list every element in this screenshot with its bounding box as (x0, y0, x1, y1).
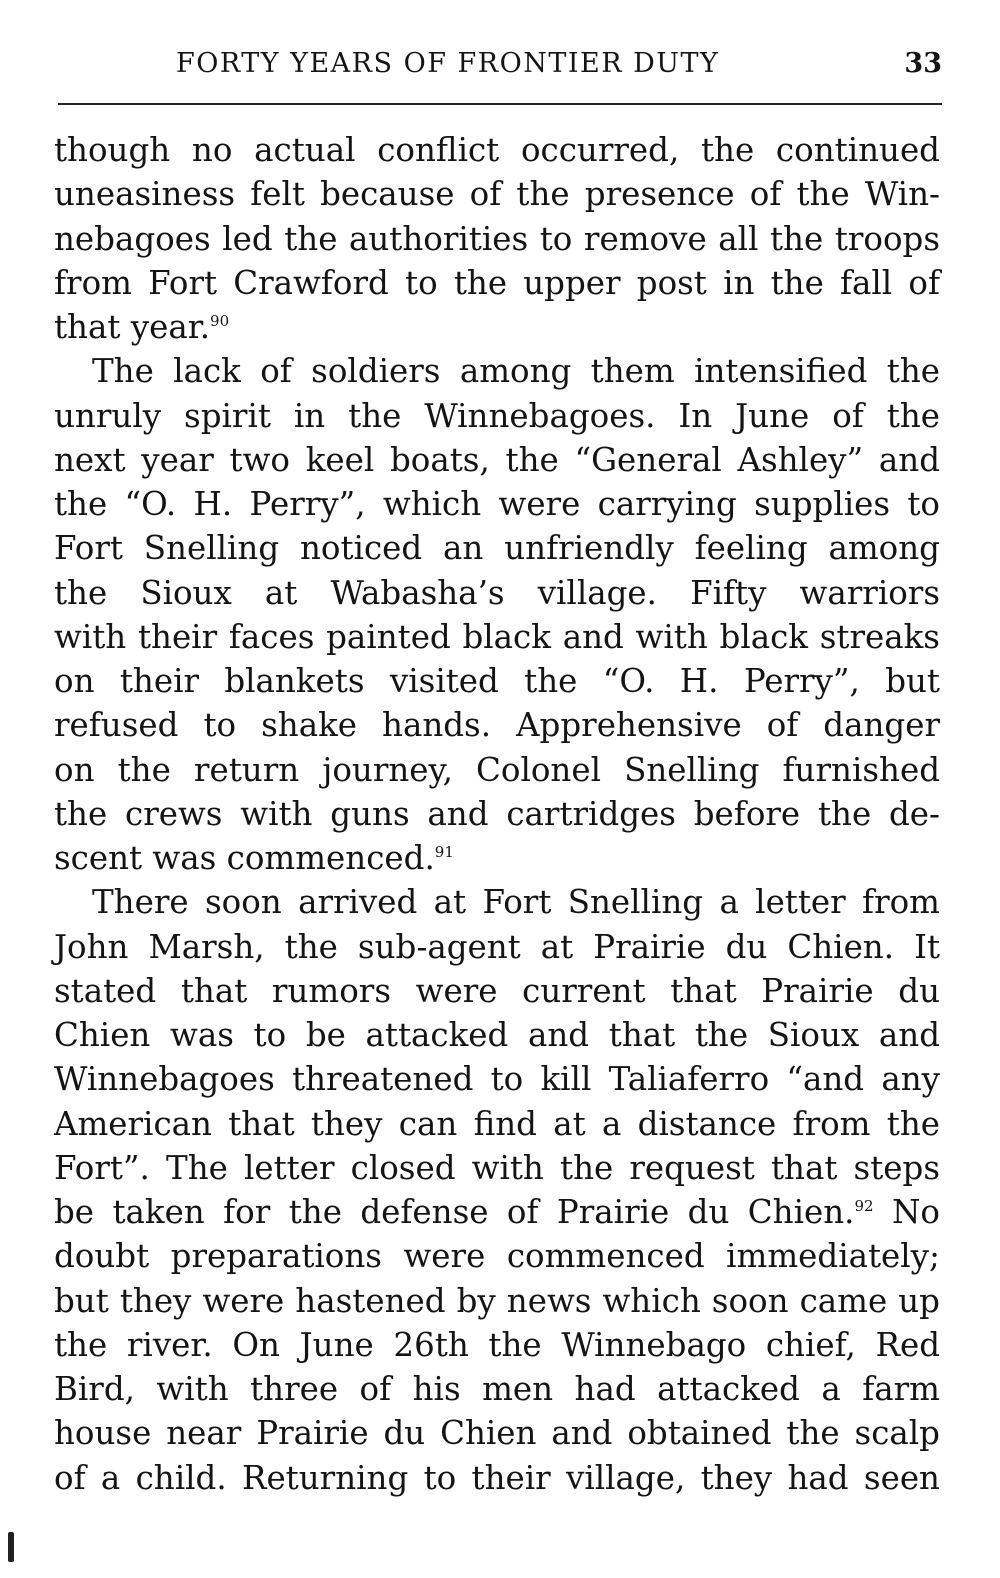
text-line: John Marsh, the sub-agent at Prairie du Chien. It (54, 927, 940, 966)
text-line: scent was commenced.$^{91}$ (54, 839, 454, 877)
text-line: Chien was to be attacked and that the Sioux and (54, 1016, 940, 1054)
text-line: nebagoes led the authorities to remove all the troops (54, 219, 940, 258)
running-title: FORTY YEARS OF FRONTIER DUTY (176, 48, 720, 79)
text-line: Fort Snelling noticed an unfriendly feeling among (54, 529, 940, 568)
text-line: There soon arrived at Fort Snelling a letter from (92, 883, 940, 922)
text-line: Fort”. The letter closed with the request that steps (54, 1148, 940, 1187)
text-line: uneasiness felt because of the presence of the Win- (54, 175, 940, 214)
text-line: the crews with guns and cartridges before the de- (54, 794, 940, 833)
text-line: on the return journey, Colonel Snelling furnished (54, 750, 940, 789)
text-line: unruly spirit in the Winnebagoes. In June of the (54, 396, 940, 435)
text-line: doubt preparations were commenced immediately; (54, 1237, 940, 1276)
scan-speck (8, 1532, 14, 1562)
running-head (56, 48, 942, 92)
text-line: refused to shake hands. Apprehensive of danger (54, 706, 940, 745)
text-line: of a child. Returning to their village, they had seen (54, 1458, 940, 1497)
text-line: on their blankets visited the “O. H. Perry”, but (54, 662, 940, 700)
text-line: that year.$^{90}$ (54, 308, 230, 346)
text-line: Bird, with three of his men had attacked a farm (54, 1370, 940, 1408)
text-line: next year two keel boats, the “General Ashley” and (54, 440, 940, 479)
text-line: The lack of soldiers among them intensified the (92, 352, 940, 391)
text-line: stated that rumors were current that Prairie du (54, 971, 940, 1010)
text-line: though no actual conflict occurred, the continued (54, 131, 940, 169)
text-line: house near Prairie du Chien and obtained the scalp (54, 1414, 940, 1453)
text-line: the river. On June 26th the Winnebago chief, Red (54, 1325, 940, 1364)
footnote-marker: 92 (854, 1197, 874, 1215)
text-line: but they were hastened by news which soon came up (54, 1281, 940, 1320)
body-text (54, 128, 940, 1500)
text-line: be taken for the defense of Prairie du Chien.$^{92}$ No (54, 1193, 940, 1231)
text-line: American that they can find at a distance from the (54, 1104, 940, 1143)
page-number: 33 (904, 48, 942, 79)
text-line: with their faces painted black and with black streaks (54, 617, 940, 656)
text-line: from Fort Crawford to the upper post in the fall of (54, 263, 940, 302)
text-line: the “O. H. Perry”, which were carrying supplies to (54, 485, 940, 523)
header-rule (58, 103, 942, 105)
text-line: the Sioux at Wabasha’s village. Fifty warriors (54, 573, 940, 612)
footnote-marker: 91 (434, 843, 454, 861)
footnote-marker: 90 (210, 312, 230, 330)
text-line: Winnebagoes threatened to kill Taliaferro “and any (54, 1060, 940, 1099)
